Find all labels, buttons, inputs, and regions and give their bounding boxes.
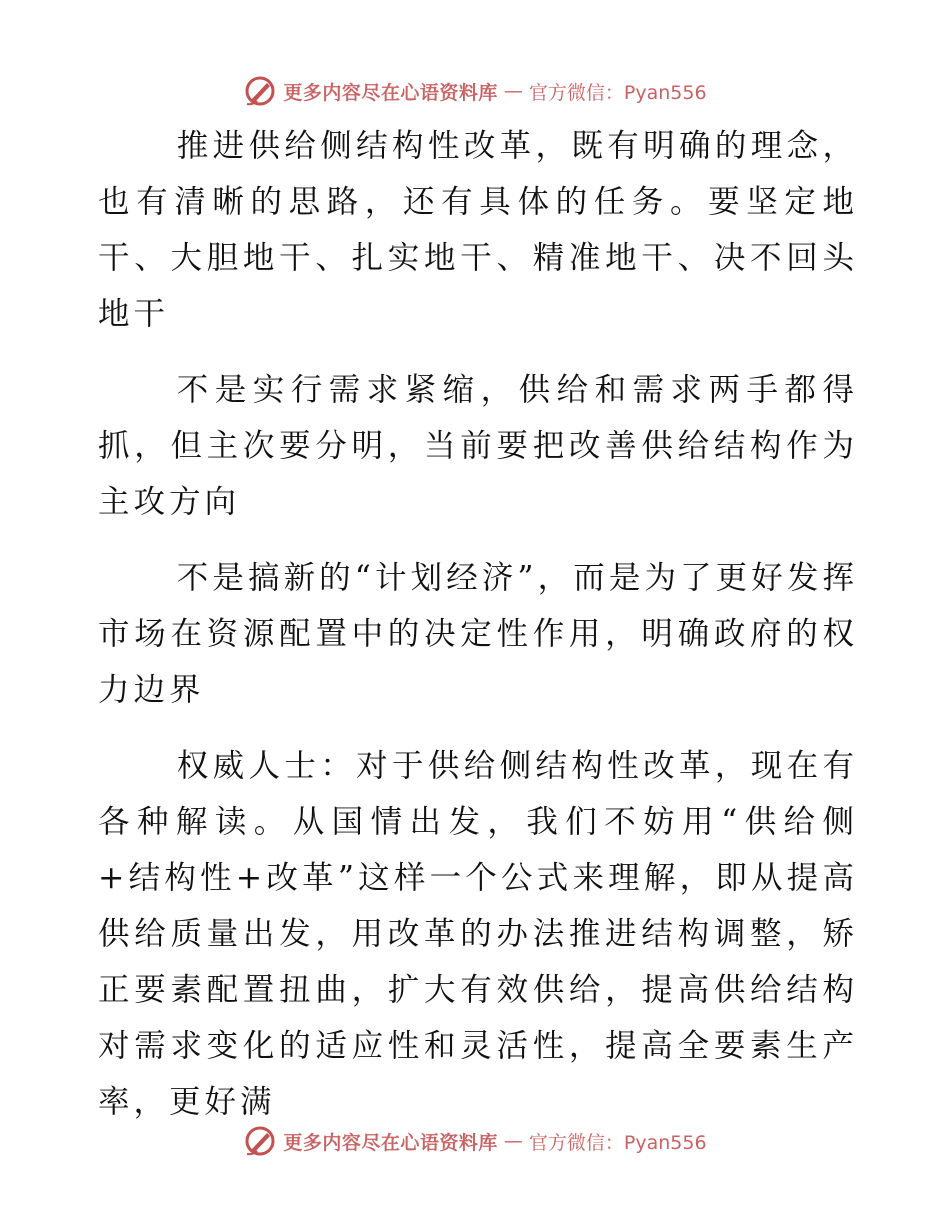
- paragraph-4: 权威人士：对于供给侧结构性改革，现在有各种解读。从国情出发，我们不妨用“供给侧+结构性+改革”这样一个公式来理解，即从提高供给质量出发，用改革的办法推进结构调整，矫正要素配置扭曲，扩大有效供给，提高供给结构对需求变化的适应性和灵活性，提高全要素生产率，更好满: [98, 748, 858, 1120]
- watermark-wechat: 官方微信：Pyan556: [528, 1131, 707, 1154]
- ink-pen-logo-icon: [243, 74, 277, 108]
- paragraph-1: 推进供给侧结构性改革，既有明确的理念，也有清晰的思路，还有具体的任务。要坚定地干、大胆地干、扎实地干、精准地干、决不回头地干: [98, 128, 858, 332]
- header-watermark: [0, 71, 950, 111]
- document-body: [98, 118, 858, 1150]
- paragraph-3: 不是搞新的“计划经济”，而是为了更好发挥市场在资源配置中的决定性作用，明确政府的权力边界: [98, 560, 858, 708]
- watermark-wechat: 官方微信：Pyan556: [528, 81, 707, 104]
- watermark-text: 更多内容尽在心语资料库: [283, 81, 498, 104]
- watermark-text: 更多内容尽在心语资料库: [283, 1131, 498, 1154]
- watermark-dash: —: [503, 1130, 523, 1152]
- watermark-dash: —: [503, 80, 523, 102]
- ink-pen-logo-icon: [243, 1124, 277, 1158]
- paragraph-2: 不是实行需求紧缩，供给和需求两手都得抓，但主次要分明，当前要把改善供给结构作为主攻方向: [98, 372, 858, 520]
- footer-watermark: [0, 1121, 950, 1161]
